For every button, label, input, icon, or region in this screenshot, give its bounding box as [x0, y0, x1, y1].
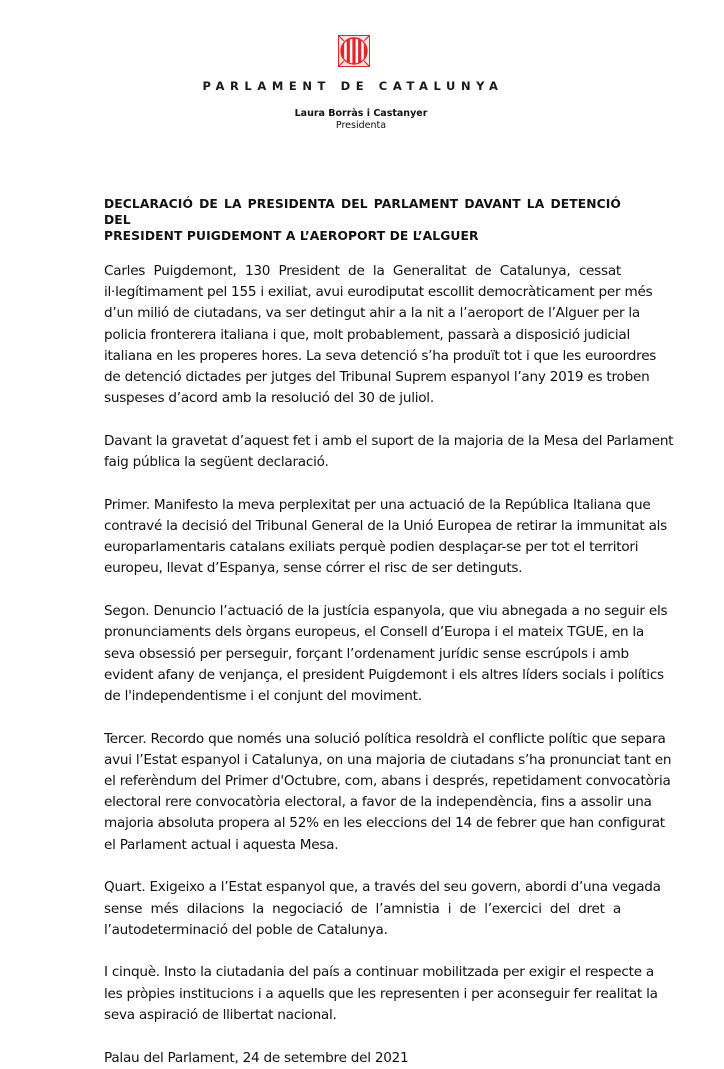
- text-line: sense més dilacions la negociació de l’amnistia i de l’exercici del dret a: [104, 900, 621, 917]
- text-line: avui l’Estat espanyol i Catalunya, on una majoria de ciutadans s’ha pronunciat tant en: [104, 751, 672, 768]
- closing-place-date: Palau del Parlament, 24 de setembre del 2021: [104, 1049, 409, 1066]
- text-line: italiana en les properes hores. La seva detenció s’ha produït tot i que les euroordres: [104, 347, 657, 364]
- text-line: seva obsessió per perseguir, forçant l’ordenament jurídic sense escrúpols i amb: [104, 645, 629, 662]
- text-line: les pròpies institucions i a aquells que les representen i per aconseguir fer realitat la: [104, 985, 658, 1002]
- text-line: majoria absoluta propera al 52% en les eleccions del 14 de febrer que han configurat: [104, 815, 665, 832]
- paragraph-declaration-intro: [104, 431, 674, 473]
- text-line: faig pública la següent declaració.: [104, 454, 329, 471]
- text-line: l’autodeterminació del poble de Catalunya.: [104, 921, 388, 938]
- text-line: europeu, llevat d’Espanya, sense córrer el risc de ser detinguts.: [104, 560, 523, 577]
- text-line: il·legítimament pel 155 i exiliat, avui eurodiputat escollit democràticament per més: [104, 284, 653, 301]
- text-line: Quart. Exigeixo a l’Estat espanyol que, a través del seu govern, abordi d’una vegada: [104, 879, 661, 896]
- paragraph-tercer: [104, 729, 672, 856]
- paragraph-intro: [104, 261, 657, 409]
- document-title-line: DECLARACIÓ DE LA PRESIDENTA DEL PARLAMENT DAVANT LA DETENCIÓ DEL: [104, 197, 621, 227]
- text-line: Tercer. Recordo que només una solució política resoldrà el conflicte polític que separa: [104, 730, 666, 747]
- text-line: Primer. Manifesto la meva perplexitat per una actuació de la República Italiana que: [104, 496, 651, 513]
- text-line: Segon. Denuncio l’actuació de la justícia espanyola, que viu abnegada a no seguir els: [104, 603, 668, 620]
- signer-name: Laura Borràs i Castanyer: [294, 108, 428, 119]
- text-line: pronunciaments dels òrgans europeus, el Consell d’Europa i el mateix TGUE, en la: [104, 624, 644, 641]
- text-line: I cinquè. Insto la ciutadania del país a continuar mobilitzada per exigir el respecte a: [104, 964, 654, 981]
- text-line: Carles Puigdemont, 130 President de la Generalitat de Catalunya, cessat: [104, 263, 621, 279]
- document-body: [104, 261, 674, 1069]
- organization-name: PARLAMENT DE CATALUNYA: [202, 79, 504, 93]
- text-line: d’un milió de ciutadans, va ser detingut ahir a la nit a l’aeroport de l’Alguer per la: [104, 305, 641, 322]
- text-line: contravé la decisió del Tribunal General de la Unió Europea de retirar la immunitat als: [104, 518, 668, 535]
- text-line: evident afany de venjança, el president Puigdemont i els altres líders socials i polítics: [104, 666, 664, 683]
- document-title: [104, 196, 621, 244]
- parlament-emblem-icon: [338, 35, 370, 67]
- text-line: Davant la gravetat d’aquest fet i amb el suport de la majoria de la Mesa del Parlament: [104, 432, 674, 449]
- text-line: seva aspiració de llibertat nacional.: [104, 1006, 337, 1023]
- text-line: el Parlament actual i aquesta Mesa.: [104, 836, 339, 853]
- text-line: de detenció dictades per jutges del Tribunal Suprem espanyol l’any 2019 es troben: [104, 369, 650, 386]
- paragraph-segon: [104, 601, 668, 707]
- paragraph-cinque: [104, 962, 658, 1026]
- text-line: electoral rere convocatòria electoral, a favor de la independència, fins a assolir una: [104, 794, 652, 811]
- document-title-line: PRESIDENT PUIGDEMONT A L’AEROPORT DE L’ALGUER: [104, 229, 479, 243]
- paragraph-quart: [104, 877, 661, 941]
- text-line: europarlamentaris catalans exiliats perquè podien desplaçar-se per tot el territori: [104, 539, 639, 556]
- text-line: el referèndum del Primer d'Octubre, com, abans i després, repetidament convocatòria: [104, 773, 671, 790]
- text-line: de l'independentisme i el conjunt del moviment.: [104, 687, 422, 704]
- text-line: suspeses d’acord amb la resolució del 30 de juliol.: [104, 390, 434, 407]
- paragraph-primer: [104, 495, 668, 580]
- text-line: policia fronterera italiana i que, molt probablement, passarà a disposició judicial: [104, 326, 631, 343]
- signer-role: Presidenta: [335, 120, 387, 131]
